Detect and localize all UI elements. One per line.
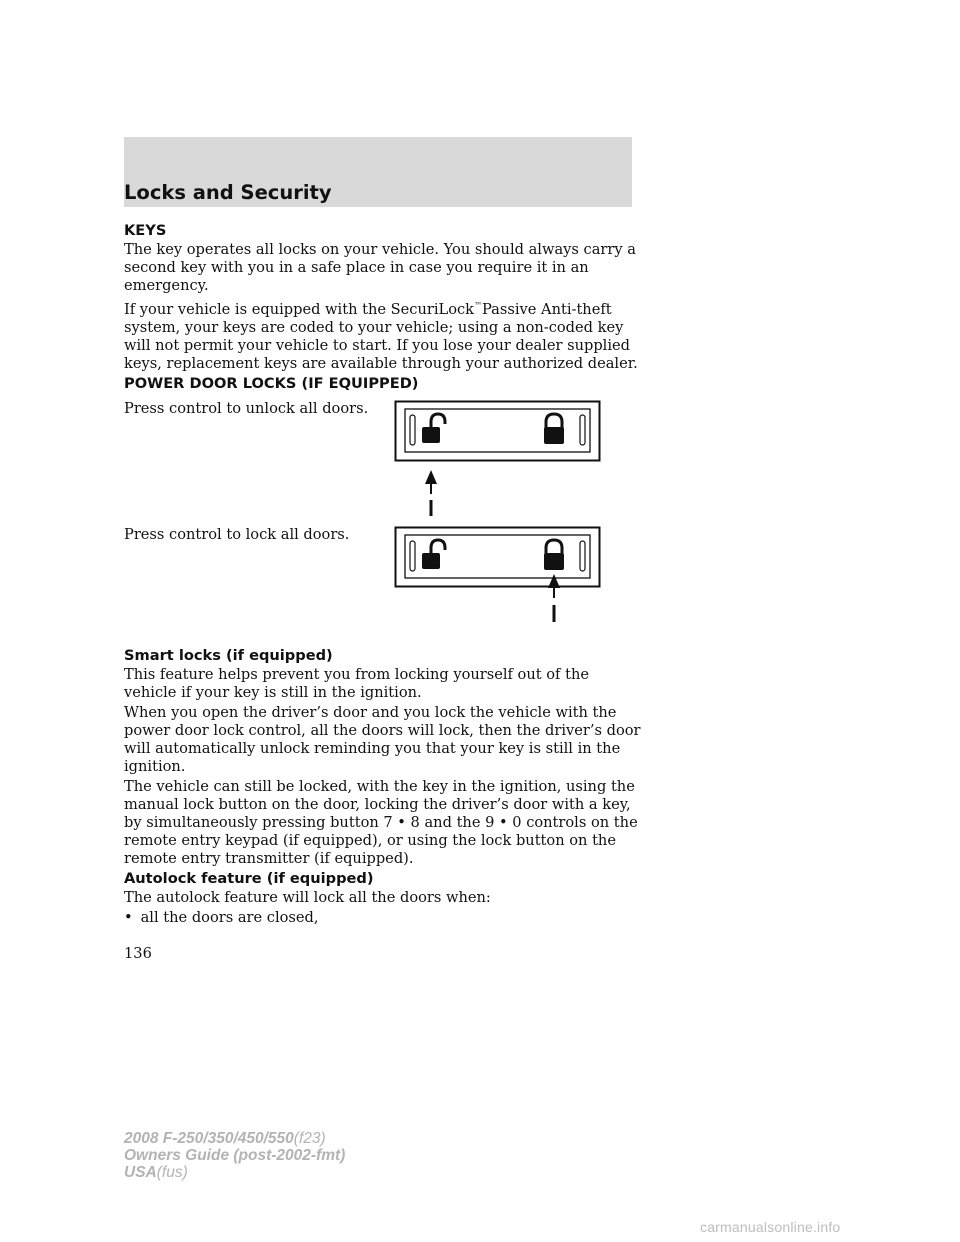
keys-paragraph-1: The key operates all locks on your vehicle. You should always carry a second key with you in a safe place in case you require it in an emergency.: [124, 241, 636, 294]
keys-heading: KEYS: [124, 222, 167, 239]
page-number: 136: [124, 945, 152, 962]
watermark: carmanualsonline.info: [700, 1219, 841, 1235]
keys-p2-end: Passive Anti-theft system, your keys are coded to your vehicle; using a non-coded key will not permit your vehicle to start. If you lose your dealer supplied keys, replacement keys are available through your authorized dealer.: [124, 300, 638, 372]
unlock-instruction: Press control to unlock all doors.: [124, 399, 369, 417]
smart-locks-paragraph-1: This feature helps prevent you from locking yourself out of the vehicle if your key is still in the ignition.: [124, 665, 589, 701]
unlock-control-illustration: [394, 400, 604, 520]
unlocked-padlock-icon: [422, 540, 445, 569]
unlock-row: [124, 394, 644, 522]
locked-padlock-icon: [544, 540, 564, 570]
footer-market: USA: [124, 1164, 157, 1181]
keys-paragraph-2: [124, 297, 644, 373]
smart-locks-paragraph-2: When you open the driver’s door and you lock the vehicle with the power door lock control, all the doors will lock, then the driver’s door will automatically unlock reminding you that your key is still in the ignition.: [124, 703, 641, 775]
footer-guide: Owners Guide (post-2002-fmt): [124, 1147, 346, 1164]
footer-market-code: (fus): [156, 1164, 188, 1181]
lock-instruction: Press control to lock all doors.: [124, 525, 350, 543]
page-content: [124, 222, 644, 929]
lock-control-illustration: [394, 526, 604, 644]
power-locks-heading: POWER DOOR LOCKS (IF EQUIPPED): [124, 374, 419, 392]
smart-locks-heading: Smart locks (if equipped): [124, 646, 333, 664]
unlock-arrow-icon: [425, 470, 437, 516]
locked-padlock-icon: [544, 414, 564, 444]
autolock-bullet: • all the doors are closed,: [124, 909, 644, 927]
autolock-heading: Autolock feature (if equipped): [124, 869, 374, 887]
autolock-intro: The autolock feature will lock all the doors when:: [124, 888, 491, 906]
section-title: Locks and Security: [124, 181, 332, 204]
footer-model: 2008 F-250/350/450/550: [124, 1130, 294, 1147]
document-footer: [124, 1130, 345, 1181]
unlocked-padlock-icon: [422, 414, 445, 443]
keys-p2-start: If your vehicle is equipped with the SecuriLock: [124, 300, 475, 318]
lock-row: [124, 522, 644, 647]
lock-arrow-icon: [548, 574, 560, 622]
trademark-symbol: ™: [474, 301, 483, 310]
footer-model-code: (f23): [293, 1130, 326, 1147]
smart-locks-paragraph-3: The vehicle can still be locked, with the key in the ignition, using the manual lock button on the door, locking the driver’s door with a key, by simultaneously pressing button 7 • 8 and the 9 • 0 controls on the remote entry keypad (if equipped), or using the lock button on the remote entry transmitter (if equipped).: [124, 777, 638, 867]
